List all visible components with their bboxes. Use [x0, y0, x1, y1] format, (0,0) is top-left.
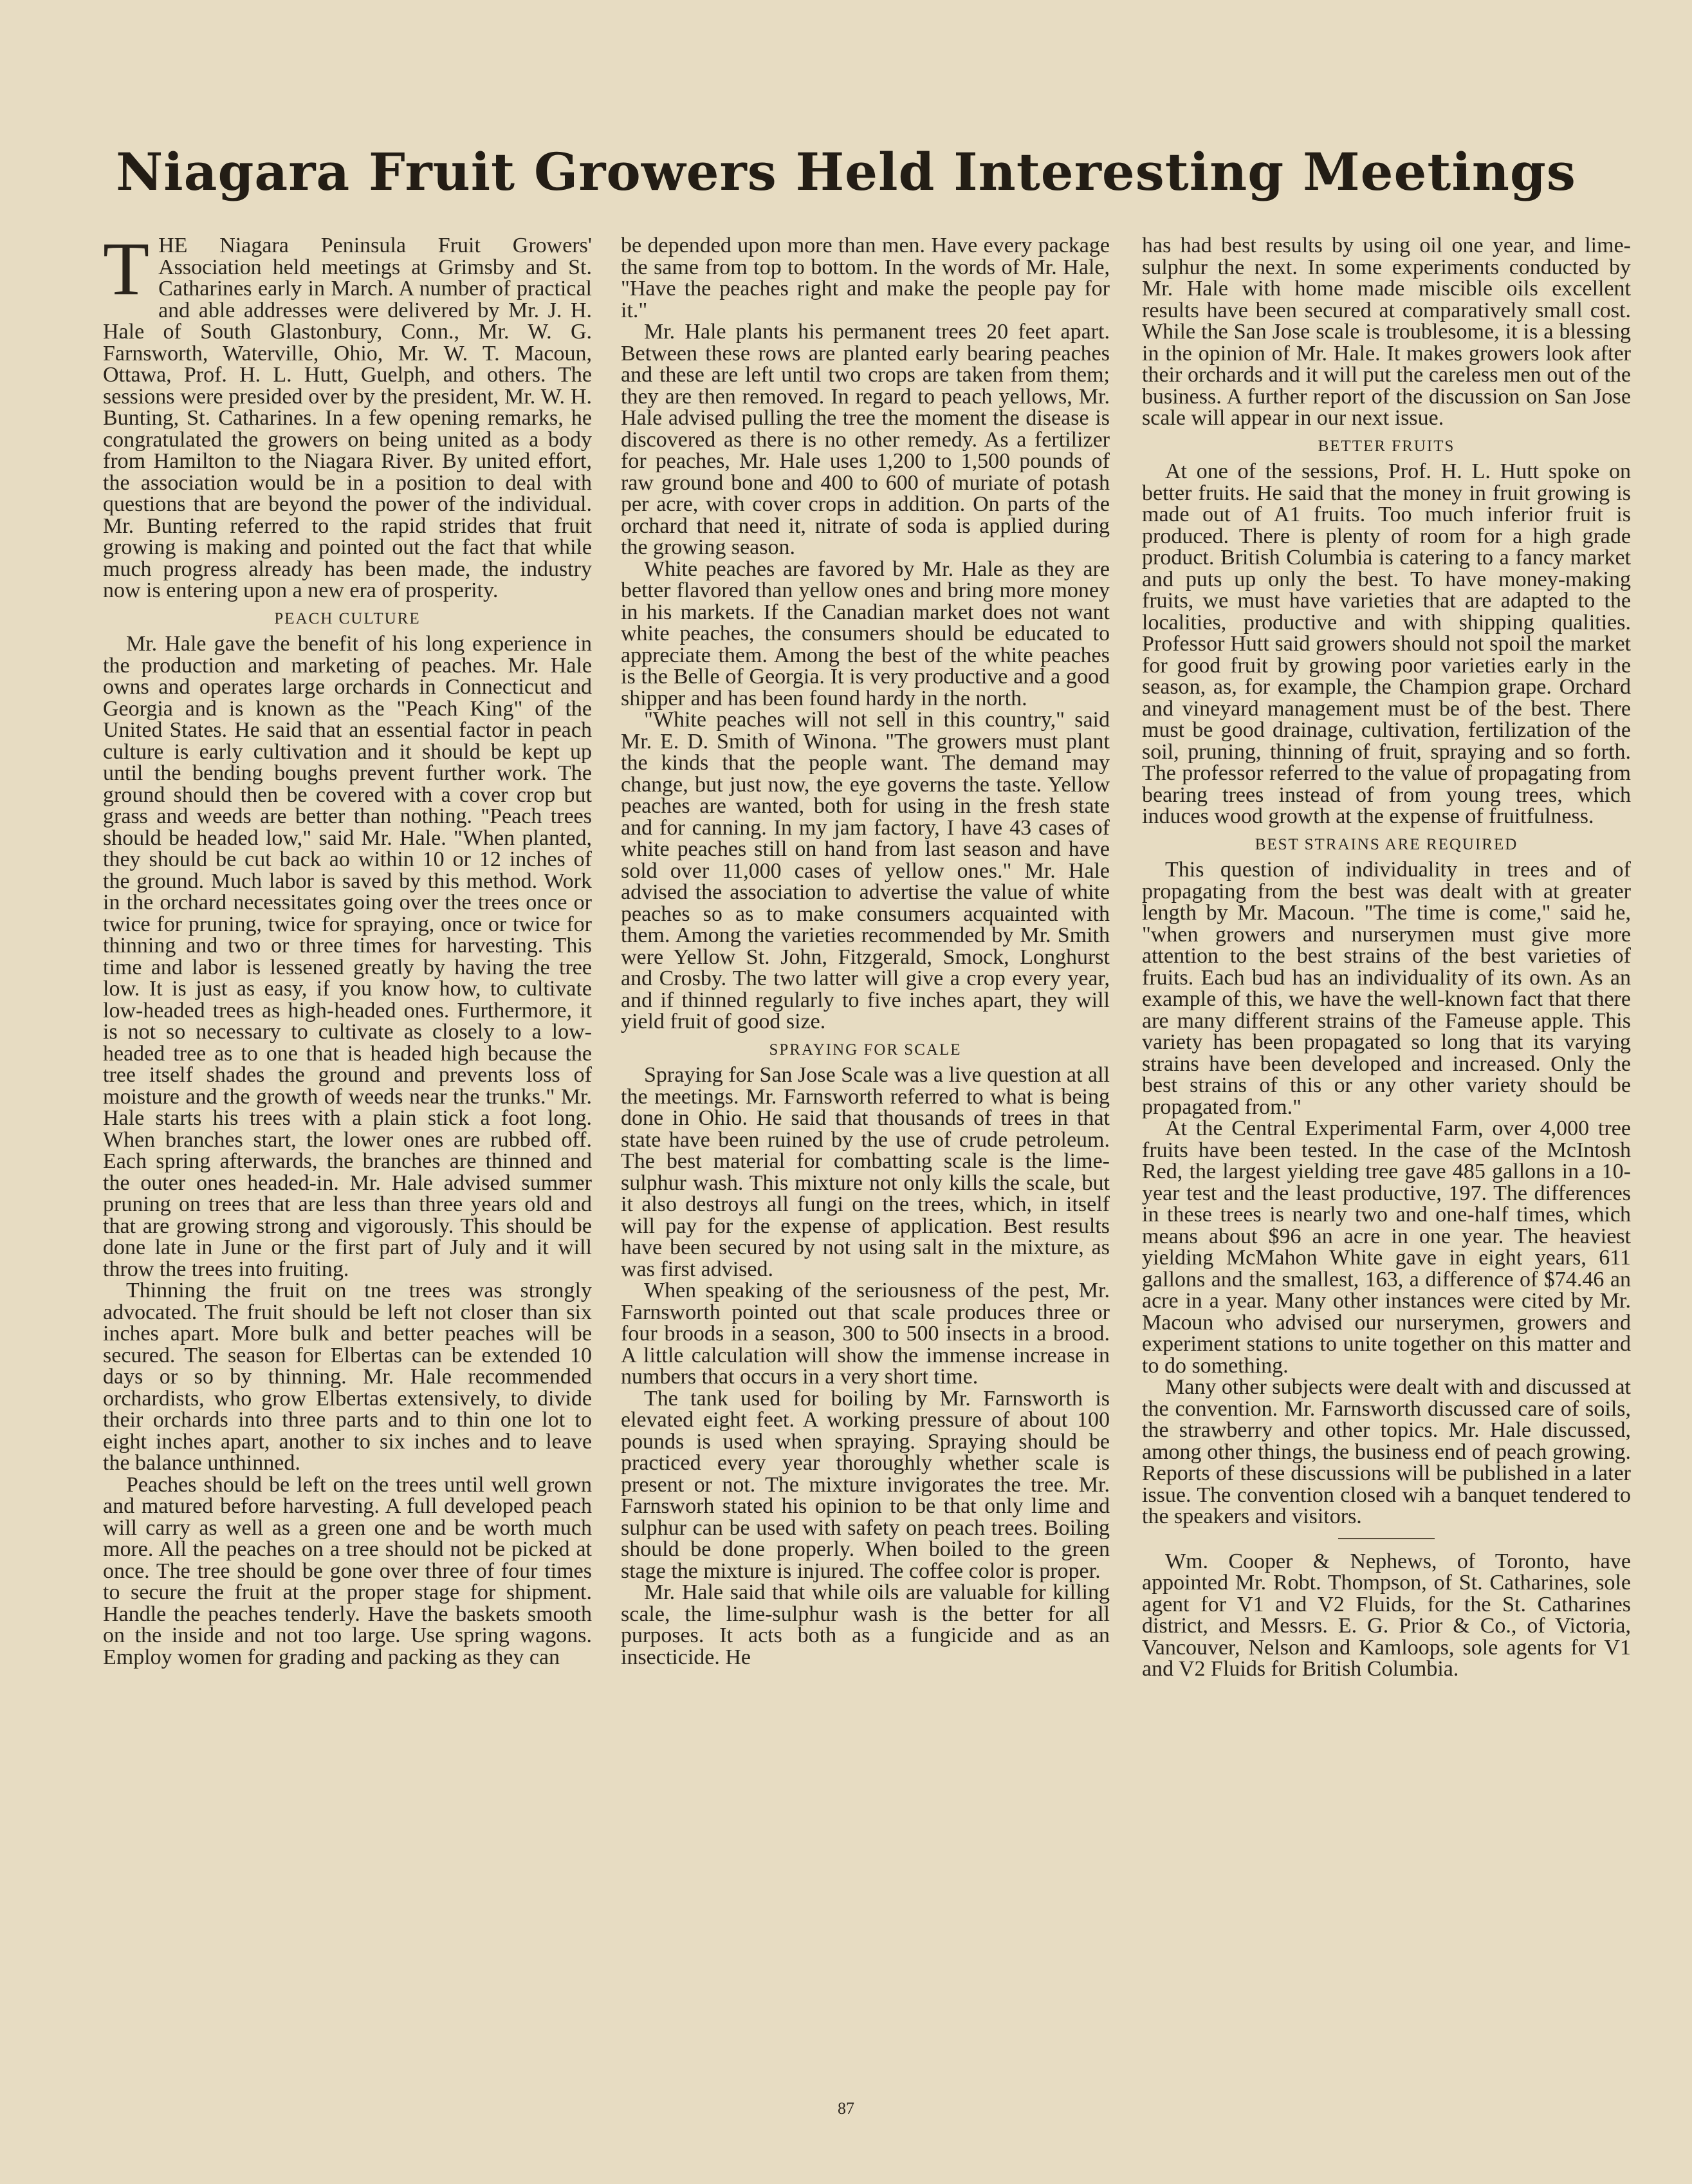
paragraph	[103, 1474, 592, 1669]
text-column-1	[103, 235, 592, 2095]
page-number: 87	[838, 2099, 854, 2118]
paragraph-text: This question of individuality in trees and of propagating from the best was dealt with at greater length by Mr. Macoun. "The time is come," said he, "when growers and nurserymen must give more attention to the best strains of the best varieties of fruits. Each bud has an individuality of its own. As an example of this, we have the well-known fact that there are many different strains of the Fameuse apple. This variety has been propagated so long that its varying strains have been developed and increased. Only the best strains of this or any other variety should be propagated from."	[1142, 858, 1631, 1119]
paragraph	[103, 235, 592, 602]
article-title: Niagara Fruit Growers Held Interesting Meetings	[116, 142, 1576, 202]
text-column-2	[621, 235, 1110, 2095]
paragraph-text: Many other subjects were dealt with and discussed at the convention. Mr. Farnsworth discussed care of soils, the strawberry and other topics. Mr. Hale discussed, among other things, the business end of peach growing. Reports of these discussions will be published in a later issue. The convention closed wih a banquet tendered to the speakers and visitors.	[1142, 1375, 1631, 1528]
section-heading	[1142, 834, 1631, 856]
paragraph	[1142, 235, 1631, 429]
paragraph-text: When speaking of the seriousness of the pest, Mr. Farnsworth pointed out that scale produces three or four broods in a season, 300 to 500 insects in a brood. A little calculation will show the immense increase in numbers that occurs in a very short time.	[621, 1279, 1110, 1389]
paragraph-text: The tank used for boiling by Mr. Farnsworth is elevated eight feet. A working pressure of about 100 pounds is used when spraying. Spraying should be practiced every year thoroughly whether scale is present or not. The mixture invigorates the tree. Mr. Farnsworh stated his opinion to be that only lime and sulphur can be used with safety on peach trees. Boiling should be done properly. When boiled to the green stage the mixture is injured. The coffee color is proper.	[621, 1386, 1110, 1583]
section-heading-text: BETTER FRUITS	[1318, 437, 1455, 455]
paragraph	[621, 1388, 1110, 1582]
paragraph-text: has had best results by using oil one year, and lime-sulphur the next. In some experiments conducted by Mr. Hale with home made miscible oils excellent results have been secured at comparatively small cost. While the San Jose scale is troublesome, it is a blessing in the opinion of Mr. Hale. It makes growers look after their orchards and it will put the careless men out of the business. A further report of the discussion on San Jose scale will appear in our next issue.	[1142, 235, 1631, 430]
paragraph	[103, 633, 592, 1280]
drop-cap: T	[103, 235, 150, 311]
paragraph	[103, 1280, 592, 1474]
section-heading	[621, 1039, 1110, 1061]
section-heading-text: PEACH CULTURE	[274, 609, 421, 627]
paragraph-text: At the Central Experimental Farm, over 4,000 tree fruits have been tested. In the case of the McIntosh Red, the largest yielding tree gave 485 gallons in a 10-year test and the least productive, 197. The differences in these trees is nearly two and one-half times, which means about $96 an acre in one year. The heaviest yielding McMahon White gave in eight years, 611 gallons and the smallest, 163, a difference of $74.46 an acre in a year. Many other instances were cited by Mr. Macoun who advised our nurserymen, growers and experiment stations to unite together on this matter and to do something.	[1142, 1116, 1631, 1378]
paragraph	[621, 321, 1110, 559]
paragraph	[621, 559, 1110, 710]
paragraph	[1142, 1551, 1631, 1680]
paragraph	[1142, 1376, 1631, 1528]
section-heading	[103, 608, 592, 630]
section-heading-text: BEST STRAINS ARE REQUIRED	[1255, 835, 1518, 853]
paragraph-text: At one of the sessions, Prof. H. L. Hutt spoke on better fruits. He said that the money in fruit growing is made out of A1 fruits. Too much inferior fruit is produced. There is plenty of room for a high grade product. British Columbia is catering to a fancy market and puts up only the best. To have money-making fruits, we must have varieties that are adapted to the localities, productive and with shipping qualities. Professor Hutt said growers should not spoil the market for good fruit by growing poor varieties early in the season, as, for example, the Champion grape. Orchard and vineyard management must be of the best. There must be good drainage, cultivation, fertilization of the soil, pruning, thinning of fruit, spraying and so forth. The professor referred to the value of propagating from bearing trees instead of from young trees, which induces wood growth at the expense of fruitfulness.	[1142, 459, 1631, 828]
paragraph-text: Wm. Cooper & Nephews, of Toronto, have appointed Mr. Robt. Thompson, of St. Catharines, sole agent for V1 and V2 Fluids, for the St. Catharines district, and Messrs. E. G. Prior & Co., of Victoria, Vancouver, Nelson and Kamloops, sole agents for V1 and V2 Fluids for British Columbia.	[1142, 1549, 1631, 1681]
paragraph-text: Mr. Hale gave the benefit of his long experience in the production and marketing of peaches. Mr. Hale owns and operates large orchards in Connecticut and Georgia and is known as the "Peach King" of the United States. He said that an essential factor in peach culture is early cultivation and it should be kept up until the bending boughs prevent further work. The ground should then be covered with a cover crop but grass and weeds are better than nothing. "Peach trees should be headed low," said Mr. Hale. "When planted, they should be cut back ao within 10 or 12 inches of the ground. Much labor is saved by this method. Work in the orchard necessitates going over the trees once or twice for pruning, twice for spraying, once or twice for thinning and two or three times for harvesting. This time and labor is lessened greatly by having the tree low. It is just as easy, if you know how, to cultivate low-headed trees as high-headed ones. Furthermore, it is not so necessary to cultivate as closely to a low-headed tree as to one that is headed high because the tree itself shades the ground and prevents loss of moisture and the growth of weeds near the trunks." Mr. Hale starts his trees with a plain stick a foot long. When branches start, the lower ones are rubbed off. Each spring afterwards, the branches are thinned and the outer ones headed-in. Mr. Hale advised summer pruning on trees that are less than three years old and that are growing strong and vigorously. This should be done late in June or the first part of July and it will throw the trees into fruiting.	[103, 632, 592, 1281]
section-heading-text: SPRAYING FOR SCALE	[769, 1041, 962, 1059]
paragraph	[621, 235, 1110, 321]
paragraph	[621, 1064, 1110, 1280]
paragraph	[1142, 461, 1631, 828]
paragraph-text: Spraying for San Jose Scale was a live question at all the meetings. Mr. Farnsworth referred to what is being done in Ohio. He said that thousands of trees in that state have been ruined by the use of crude petroleum. The best material for combatting scale is the lime-sulphur wash. This mixture not only kills the scale, but it also destroys all fungi on the trees, which, in itself will pay for the expense of application. Best results have been secured by not using salt in the mixture, as was first advised.	[621, 1063, 1110, 1281]
paragraph-text: Mr. Hale plants his permanent trees 20 feet apart. Between these rows are planted early bearing peaches and these are left until two crops are taken from them; they are then removed. In regard to peach yellows, Mr. Hale advised pulling the tree the moment the disease is discovered as there is no other remedy. As a fertilizer for peaches, Mr. Hale uses 1,200 to 1,500 pounds of raw ground bone and 400 to 600 of muriate of potash per acre, with cover crops in addition. On parts of the orchard that need it, nitrate of soda is applied during the growing season.	[621, 320, 1110, 559]
paragraph	[621, 1582, 1110, 1668]
section-heading	[1142, 436, 1631, 458]
paragraph-text: White peaches are favored by Mr. Hale as they are better flavored than yellow ones and bring more money in his markets. If the Canadian market does not want white peaches, the consumers should be educated to appreciate them. Among the best of the white peaches is the Belle of Georgia. It is very productive and a good shipper and has been found hardy in the north.	[621, 557, 1110, 710]
section-divider	[1338, 1538, 1435, 1539]
paragraph	[621, 1280, 1110, 1388]
paragraph	[621, 709, 1110, 1033]
paragraph-text: Peaches should be left on the trees until well grown and matured before harvesting. A full developed peach will carry as well as a green one and be worth much more. All the peaches on a tree should not be picked at once. The tree should be gone over three of four times to secure the fruit at the proper stage for shipment. Handle the peaches tenderly. Have the baskets smooth on the inside and not too large. Use spring wagons. Employ women for grading and packing as they can	[103, 1472, 592, 1669]
paragraph	[1142, 1118, 1631, 1376]
paragraph-text: Mr. Hale said that while oils are valuable for killing scale, the lime-sulphur wash is the better for all purposes. It acts both as a fungicide and as an insecticide. He	[621, 1580, 1110, 1669]
text-column-3	[1142, 235, 1631, 2095]
paragraph-text: be depended upon more than men. Have every package the same from top to bottom. In the words of Mr. Hale, "Have the peaches right and make the people pay for it."	[621, 235, 1110, 322]
paragraph-text: Thinning the fruit on tne trees was strongly advocated. The fruit should be left not closer than six inches apart. More bulk and better peaches will be secured. The season for Elbertas can be extended 10 days or so by thinning. Mr. Hale recommended orchardists, who grow Elbertas extensively, to divide their orchards into three parts and to thin one lot to eight inches apart, another to six inches and to leave the balance unthinned.	[103, 1279, 592, 1475]
paragraph-text: "White peaches will not sell in this country," said Mr. E. D. Smith of Winona. "The growers must plant the kinds that the people want. The demand may change, but just now, the eye governs the taste. Yellow peaches are wanted, both for using in the fresh state and for canning. In my jam factory, I have 43 cases of white peaches still on hand from last season and have sold over 11,000 cases of yellow ones." Mr. Hale advised the association to advertise the value of white peaches so as to make consumers acquainted with them. Among the varieties recommended by Mr. Smith were Yellow St. John, Fitzgerald, Smock, Longhurst and Crosby. The two latter will give a crop every year, and if thinned regularly to five inches apart, they will yield fruit of good size.	[621, 708, 1110, 1033]
paragraph-text: HE Niagara Peninsula Fruit Growers' Association held meetings at Grimsby and St. Catharines early in March. A number of practical and able addresses were delivered by Mr. J. H. Hale of South Glastonbury, Conn., Mr. W. G. Farnsworth, Waterville, Ohio, Mr. W. T. Macoun, Ottawa, Prof. H. L. Hutt, Guelph, and others. The sessions were presided over by the president, Mr. W. H. Bunting, St. Catharines. In a few opening remarks, he congratulated the growers on being united as a body from Hamilton to the Niagara River. By united effort, the association would be in a position to deal with questions that are beyond the power of the individual. Mr. Bunting referred to the rapid strides that fruit growing is making and pointed out the fact that while much progress already has been made, the industry now is entering upon a new era of prosperity.	[103, 235, 592, 602]
paragraph	[1142, 859, 1631, 1118]
